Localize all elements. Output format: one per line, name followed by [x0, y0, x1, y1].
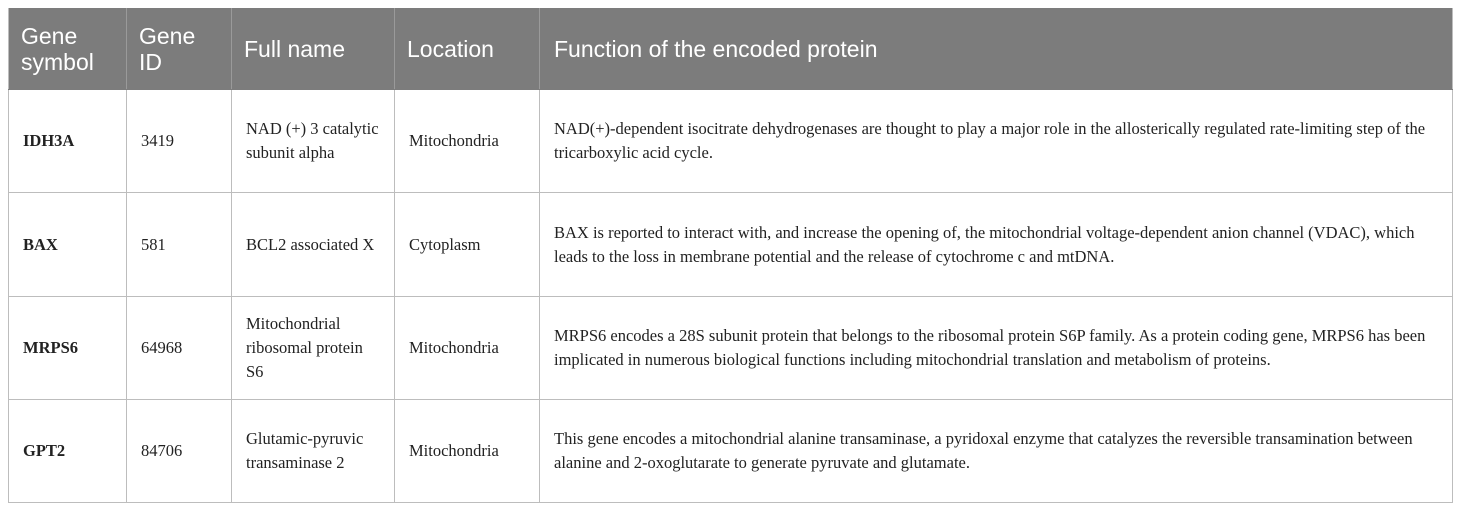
gene-table — [8, 8, 1453, 503]
header-function: Function of the encoded protein — [540, 8, 1453, 90]
table-body — [9, 90, 1453, 503]
cell-gene-id: 64968 — [127, 297, 232, 400]
cell-gene-id: 3419 — [127, 90, 232, 193]
cell-function: BAX is reported to interact with, and increase the opening of, the mitochondrial voltage-dependent anion channel (VDAC), which leads to the loss in membrane potential and the release of cytochrome c and mtDNA. — [540, 193, 1453, 297]
cell-location: Mitochondria — [395, 297, 540, 400]
cell-full-name: BCL2 associated X — [232, 193, 395, 297]
table-header — [9, 8, 1453, 90]
header-full-name: Full name — [232, 8, 395, 90]
cell-full-name: NAD (+) 3 catalytic subunit alpha — [232, 90, 395, 193]
header-gene-id: Gene ID — [127, 8, 232, 90]
cell-gene-symbol: GPT2 — [9, 400, 127, 503]
table-row — [9, 400, 1453, 503]
cell-gene-id: 581 — [127, 193, 232, 297]
header-gene-symbol: Gene symbol — [9, 8, 127, 90]
cell-function: MRPS6 encodes a 28S subunit protein that belongs to the ribosomal protein S6P family. As a protein coding gene, MRPS6 has been implicated in numerous biological functions including mitochondrial translation and metabolism of proteins. — [540, 297, 1453, 400]
header-row — [9, 8, 1453, 90]
cell-gene-symbol: BAX — [9, 193, 127, 297]
cell-location: Mitochondria — [395, 400, 540, 503]
header-location: Location — [395, 8, 540, 90]
cell-full-name: Mitochondrial ribosomal protein S6 — [232, 297, 395, 400]
cell-gene-symbol: MRPS6 — [9, 297, 127, 400]
table-row — [9, 193, 1453, 297]
cell-function: NAD(+)-dependent isocitrate dehydrogenases are thought to play a major role in the allosterically regulated rate-limiting step of the tricarboxylic acid cycle. — [540, 90, 1453, 193]
cell-function: This gene encodes a mitochondrial alanine transaminase, a pyridoxal enzyme that catalyzes the reversible transamination between alanine and 2-oxoglutarate to generate pyruvate and glutamate. — [540, 400, 1453, 503]
gene-table-container — [8, 8, 1452, 503]
table-row — [9, 90, 1453, 193]
cell-location: Cytoplasm — [395, 193, 540, 297]
cell-location: Mitochondria — [395, 90, 540, 193]
cell-gene-id: 84706 — [127, 400, 232, 503]
cell-full-name: Glutamic-pyruvic transaminase 2 — [232, 400, 395, 503]
table-row — [9, 297, 1453, 400]
cell-gene-symbol: IDH3A — [9, 90, 127, 193]
